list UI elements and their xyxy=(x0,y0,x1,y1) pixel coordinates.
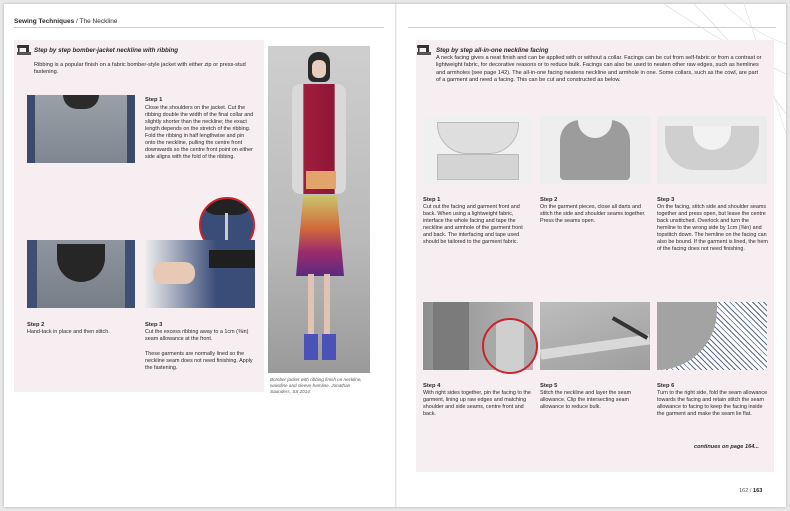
book-spread xyxy=(4,4,786,507)
left-step1-text: Close the shoulders on the jacket. Cut the ribbing double the width of the final collar and slightly shorter than the neckline; the exact length depends on the stretch of the ribbing. Fold the ribbing in half lengthwise and pin onto the neckline, pulling the centre front downwards so the centre front point on either side aligns with the fold of the ribbing. xyxy=(145,105,254,160)
right-step4-text: With right sides together, pin the facing to the garment, lining up raw edges and matching shoulder and side seams, centre front and back. xyxy=(423,390,531,417)
right-step1-text: Cut out the facing and garment front and back. When using a lightweight fabric, interface the whole facing and tape the neckline and armhole of the garment front and back. The interfacing and tape used should be tailored to the garment fabric. xyxy=(423,204,523,245)
right-step4-title: Step 4 xyxy=(423,383,441,389)
sewing-machine-icon xyxy=(16,42,32,56)
left-step2-title: Step 2 xyxy=(27,322,45,328)
photo-runway-bomber xyxy=(268,46,370,373)
photo-jacket-step1 xyxy=(27,95,135,163)
left-section-title: Step by step bomber-jacket neckline with ribbing xyxy=(34,47,179,54)
photo-facing-step5 xyxy=(540,302,650,370)
right-intro: A neck facing gives a neat finish and can be applied with or without a collar. Facings can be cut from self-fabric or from a contrast or lightweight fabric, for decorative reasons or to reduce bulk. Facings can also be used to neaten other raw edges, such as hemlines and armholes (see page 142). The all-in-one facing neatens neckline and armhole in one. Some collars, such as the cowl, are part of a garment and need a facing. This can be cut and constructed as below. xyxy=(436,55,762,83)
page-right: 163 xyxy=(753,488,763,494)
right-step5-text: Stitch the neckline and layer the seam allowance. Clip the intersecting seam allowance to reduce bulk. xyxy=(540,390,632,410)
right-step3-text: On the facing, stitch side and shoulder seams together and press open, but leave the centre back unstitched. Overlock and turn the hemline to the wrong side by 1cm (⅜in) and topstitch down. The hemline on the facing can also be bound. If the garment is lined, the hem of the facing does not need finishing. xyxy=(657,204,768,252)
detail-circle-facing xyxy=(482,318,538,374)
left-step3-text: Cut the excess ribbing away to a 1cm (⅜in) seam allowance at the front. xyxy=(145,329,249,342)
header-section: Sewing Techniques xyxy=(14,18,75,25)
header-rule-left xyxy=(14,27,384,28)
left-step2-text: Hand-tack in place and then stitch. xyxy=(27,329,110,335)
left-step1-title: Step 1 xyxy=(145,97,163,103)
page-sep: / xyxy=(748,488,754,494)
header-chapter: The Neckline xyxy=(79,18,118,25)
page-left: 162 xyxy=(739,488,749,494)
right-step6-title: Step 6 xyxy=(657,383,675,389)
photo-facing-step1 xyxy=(423,116,533,184)
photo-jacket-step2 xyxy=(27,240,135,308)
running-header xyxy=(14,18,117,25)
header-sep: / xyxy=(74,18,80,25)
runway-caption: Bomber jacket with ribbing finish on neckline, waistline and sleeve-hemline. Jonathan Saunders, SS 2014. xyxy=(270,377,362,394)
gutter xyxy=(395,4,397,507)
right-step6-text: Turn to the right side, fold the seam allowance towards the facing and retain stitch the seam allowance to facing to keep the facing inside the garment and make the seam lie flat. xyxy=(657,390,768,417)
left-intro: Ribbing is a popular finish on a fabric bomber-style jacket with either zip or press-stud fastening. xyxy=(34,62,246,76)
photo-facing-step6 xyxy=(657,302,767,370)
photo-jacket-step3 xyxy=(145,240,255,308)
right-step5-title: Step 5 xyxy=(540,383,558,389)
sewing-machine-icon xyxy=(416,42,432,56)
right-step2-text: On the garment pieces, close all darts and stitch the side and shoulder seams together. Press the seams open. xyxy=(540,204,646,224)
left-step3-title: Step 3 xyxy=(145,322,163,328)
right-section-title: Step by step all-in-one neckline facing xyxy=(436,47,549,54)
photo-facing-step3 xyxy=(657,116,767,184)
header-rule-right xyxy=(408,27,776,28)
page-numbers xyxy=(739,488,762,494)
right-step3-title: Step 3 xyxy=(657,197,675,203)
right-step1-title: Step 1 xyxy=(423,197,441,203)
continues-note: continues on page 164... xyxy=(694,444,759,450)
left-step3-text2: These garments are normally lined so the neckline seam does not need finishing. Apply the fastening. xyxy=(145,351,253,371)
photo-facing-step2 xyxy=(540,116,650,184)
right-step2-title: Step 2 xyxy=(540,197,558,203)
